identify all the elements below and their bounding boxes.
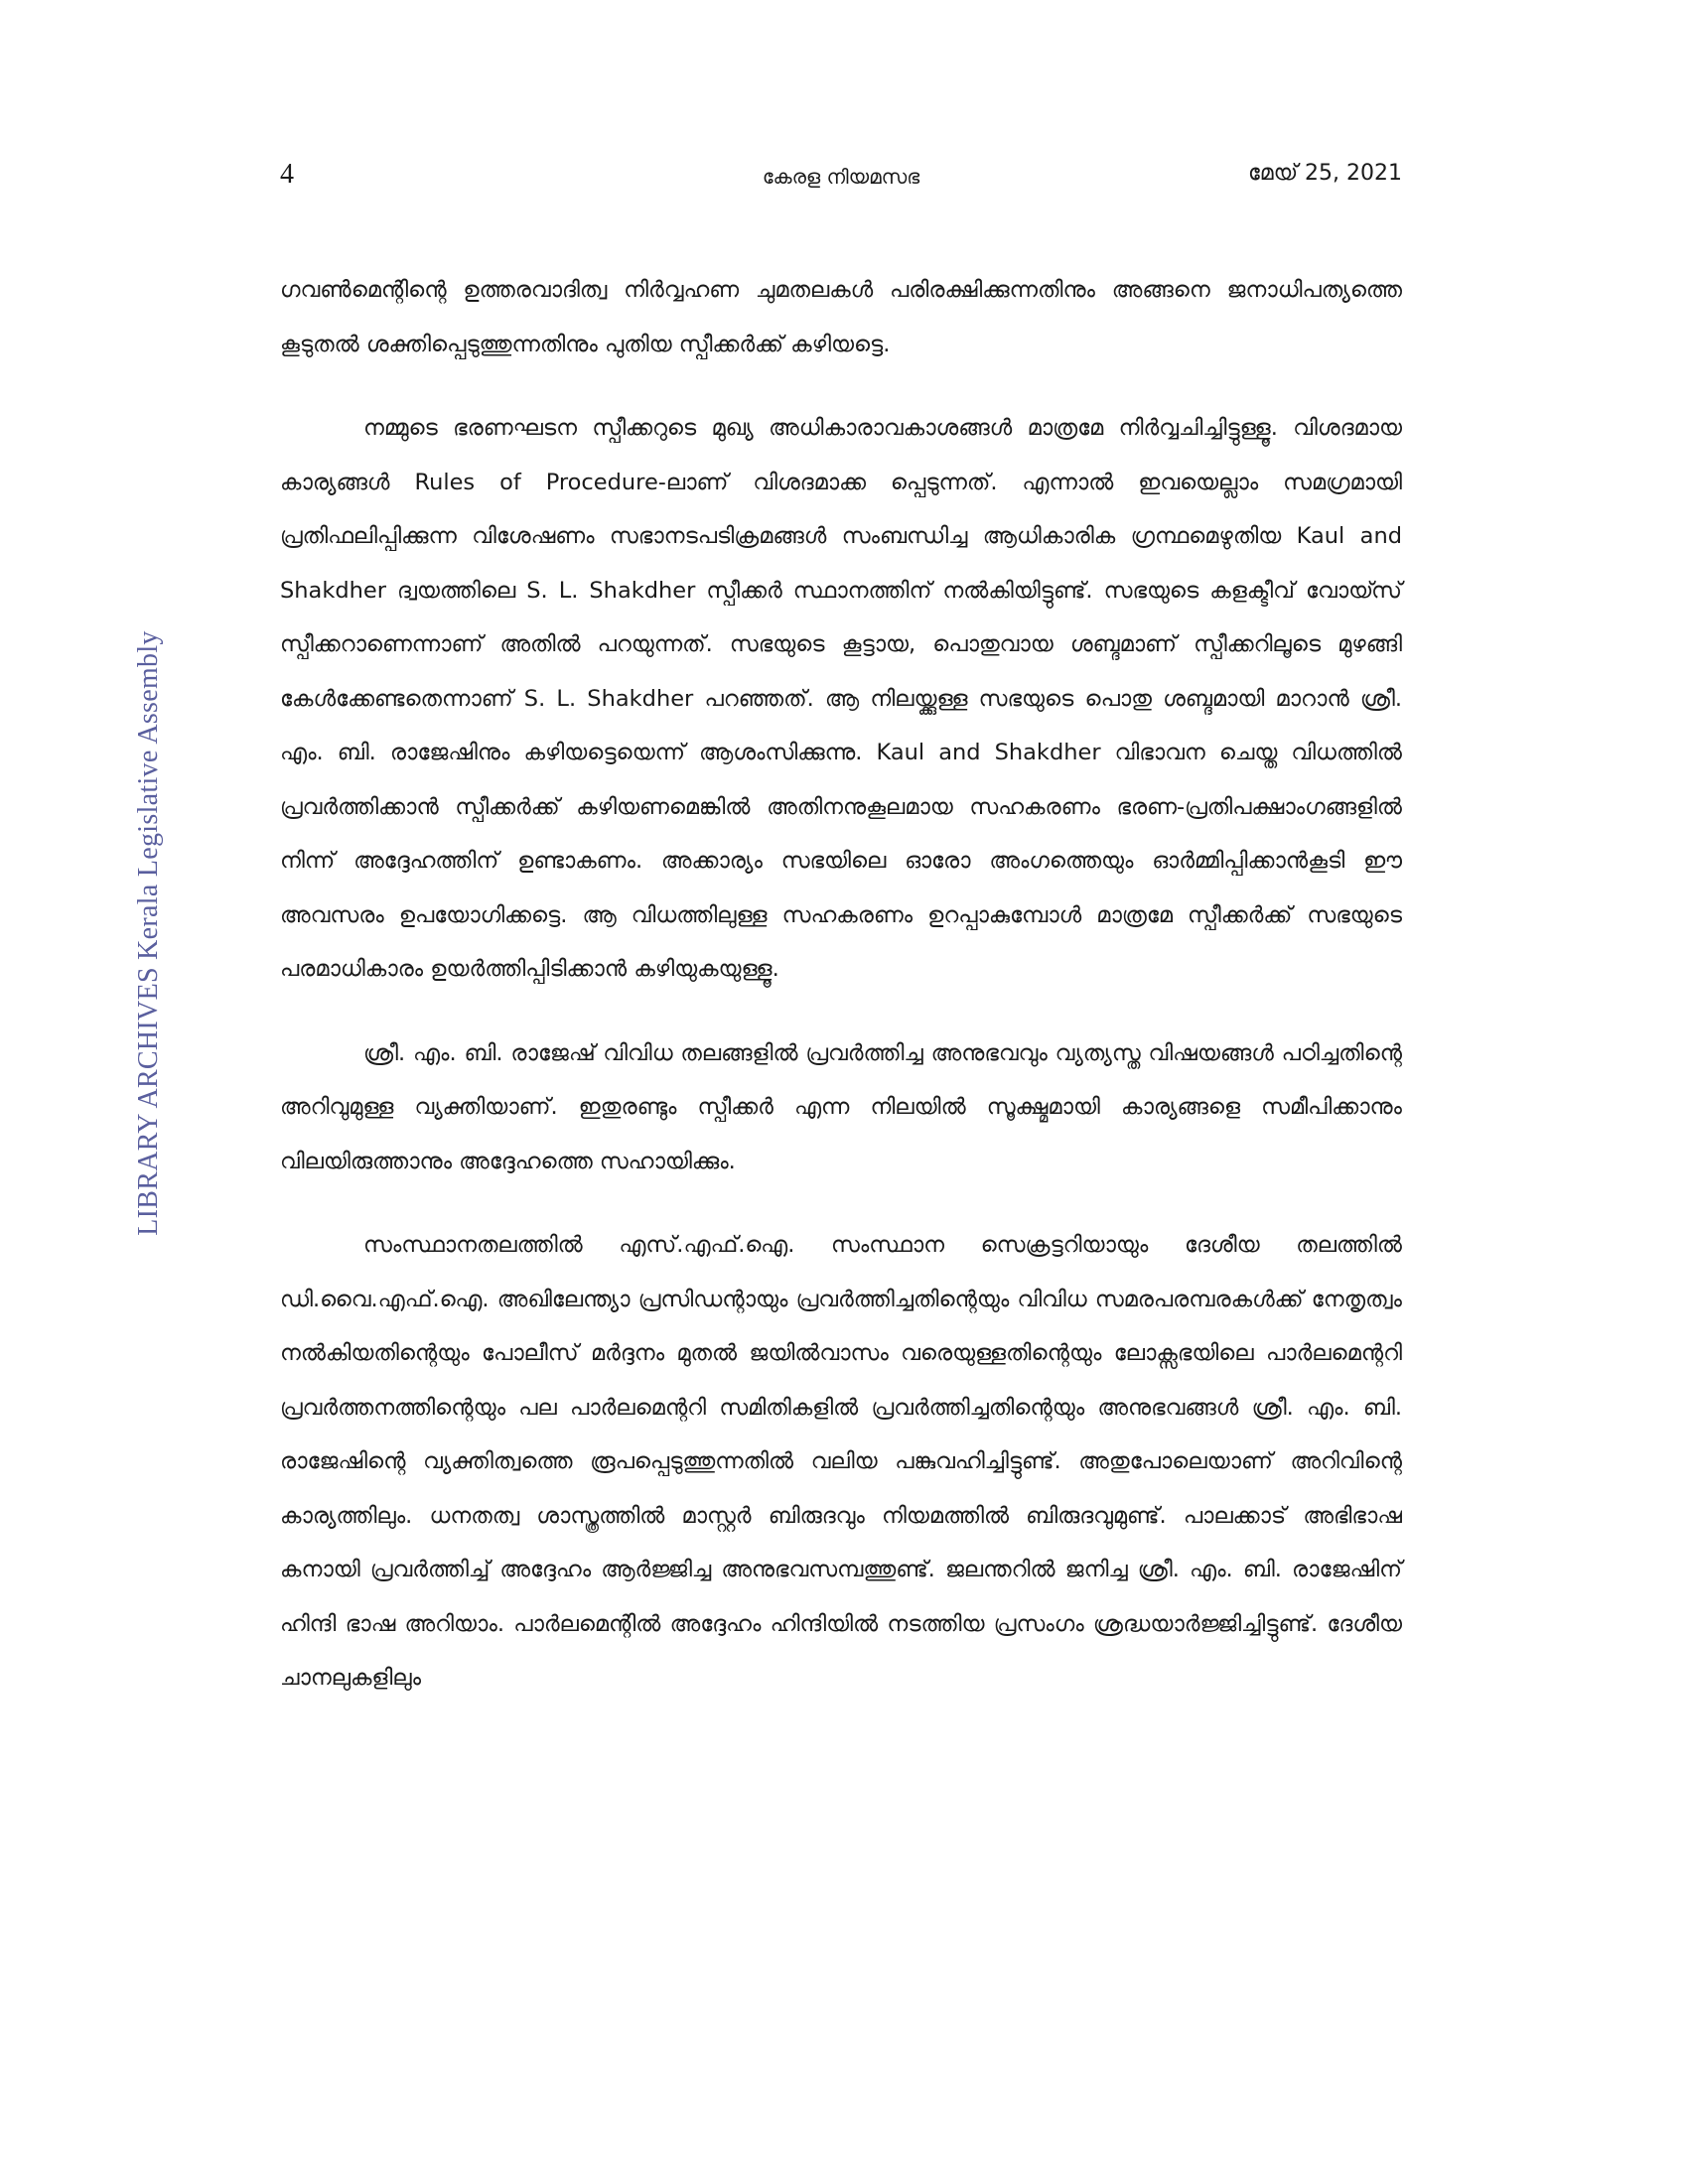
- running-date: മേയ് 25, 2021: [1247, 161, 1402, 186]
- archive-watermark: LIBRARY ARCHIVES Kerala Legislative Assembly: [133, 630, 164, 1236]
- paragraph: നമ്മുടെ ഭരണഘടന സ്പീക്കറുടെ മുഖ്യ അധികാരാവകാശങ്ങൾ മാത്രമേ നിർവ്വചിച്ചിട്ടുള്ളൂ. വിശദമായ കാര്യങ്ങൾ Rules of Procedure-ലാണ് വിശദമാക്ക പ്പെടുന്നത്. എന്നാൽ ഇവയെല്ലാം സമഗ്രമായി പ്രതിഫലിപ്പിക്കുന്ന വിശേഷണം സഭാനടപടിക്രമങ്ങൾ സംബന്ധിച്ച ആധികാരിക ഗ്രന്ഥമെഴുതിയ Kaul and Shakdher ദ്വയത്തിലെ S. L. Shakdher സ്പീക്കർ സ്ഥാനത്തിന് നൽകിയിട്ടുണ്ട്. സഭയുടെ കളക്ടീവ് വോയ്സ് സ്പീക്കറാണെന്നാണ് അതിൽ പറയുന്നത്. സഭയുടെ കൂട്ടായ, പൊതുവായ ശബ്ദമാണ് സ്പീക്കറിലൂടെ മുഴങ്ങി കേൾക്കേണ്ടതെന്നാണ് S. L. Shakdher പറഞ്ഞത്. ആ നിലയ്ക്കുള്ള സഭയുടെ പൊതു ശബ്ദമായി മാറാൻ ശ്രീ. എം. ബി. രാജേഷിനും കഴിയട്ടെയെന്ന് ആശംസിക്കുന്നു. Kaul and Shakdher വിഭാവന ചെയ്ത വിധത്തിൽ പ്രവർത്തിക്കാൻ സ്പീക്കർക്ക് കഴിയണമെങ്കിൽ അതിനനുകൂലമായ സഹകരണം ഭരണ-പ്രതിപക്ഷാംഗങ്ങളിൽ നിന്ന് അദ്ദേഹത്തിന് ഉണ്ടാകണം. അക്കാര്യം സഭയിലെ ഓരോ അംഗത്തെയും ഓർമ്മിപ്പിക്കാൻകൂടി ഈ അവസരം ഉപയോഗിക്കട്ടെ. ആ വിധത്തിലുള്ള സഹകരണം ഉറപ്പാകുമ്പോൾ മാത്രമേ സ്പീക്കർക്ക് സഭയുടെ പരമാധികാരം ഉയർത്തിപ്പിടിക്കാൻ കഴിയുകയുള്ളൂ.: [280, 415, 1402, 982]
- paragraph: ഗവൺമെന്റിന്റെ ഉത്തരവാദിത്വ നിർവ്വഹണ ചുമതലകൾ പരിരക്ഷിക്കുന്നതിനും അങ്ങനെ ജനാധിപത്യത്തെ കൂടുതൽ ശക്തിപ്പെടുത്തുന്നതിനും പുതിയ സ്പീക്കർക്ക് കഴിയട്ടെ.: [280, 277, 1402, 357]
- page-header: [280, 159, 1402, 199]
- body-text: [280, 263, 1402, 1735]
- paragraph: സംസ്ഥാനതലത്തിൽ എസ്.എഫ്.ഐ. സംസ്ഥാന സെക്രട്ടറിയായും ദേശീയ തലത്തിൽ ഡി.വൈ.എഫ്.ഐ. അഖിലേന്ത്യാ പ്രസിഡന്റായും പ്രവർത്തിച്ചതിന്റെയും വിവിധ സമരപരമ്പരകൾക്ക് നേതൃത്വം നൽകിയതിന്റെയും പോലീസ് മർദ്ദനം മുതൽ ജയിൽവാസം വരെയുള്ളതിന്റെയും ലോക്സഭയിലെ പാർലമെന്ററി പ്രവർത്തനത്തിന്റെയും പല പാർലമെന്ററി സമിതികളിൽ പ്രവർത്തിച്ചതിന്റെയും അനുഭവങ്ങൾ ശ്രീ. എം. ബി. രാജേഷിന്റെ വ്യക്തിത്വത്തെ രൂപപ്പെടുത്തുന്നതിൽ വലിയ പങ്കുവഹിച്ചിട്ടുണ്ട്. അതുപോലെയാണ് അറിവിന്റെ കാര്യത്തിലും. ധനതത്വ ശാസ്ത്രത്തിൽ മാസ്റ്റർ ബിരുദവും നിയമത്തിൽ ബിരുദവുമുണ്ട്. പാലക്കാട് അഭിഭാഷ കനായി പ്രവർത്തിച്ച് അദ്ദേഹം ആർജ്ജിച്ച അനുഭവസമ്പത്തുണ്ട്. ജലന്തറിൽ ജനിച്ച ശ്രീ. എം. ബി. രാജേഷിന് ഹിന്ദി ഭാഷ അറിയാം. പാർലമെന്റിൽ അദ്ദേഹം ഹിന്ദിയിൽ നടത്തിയ പ്രസംഗം ശ്രദ്ധയാർജ്ജിച്ചിട്ടുണ്ട്. ദേശീയ ചാനലുകളിലും: [280, 1232, 1402, 1691]
- running-title: കേരള നിയമസഭ: [762, 165, 920, 189]
- page-number: 4: [280, 159, 294, 190]
- paragraph: ശ്രീ. എം. ബി. രാജേഷ് വിവിധ തലങ്ങളിൽ പ്രവർത്തിച്ച അനുഭവവും വ്യത്യസ്ത വിഷയങ്ങൾ പഠിച്ചതിന്റെ അറിവുമുള്ള വ്യക്തിയാണ്. ഇതുരണ്ടും സ്പീക്കർ എന്ന നിലയിൽ സൂക്ഷ്മമായി കാര്യങ്ങളെ സമീപിക്കാനും വിലയിരുത്താനും അദ്ദേഹത്തെ സഹായിക്കും.: [280, 1039, 1402, 1174]
